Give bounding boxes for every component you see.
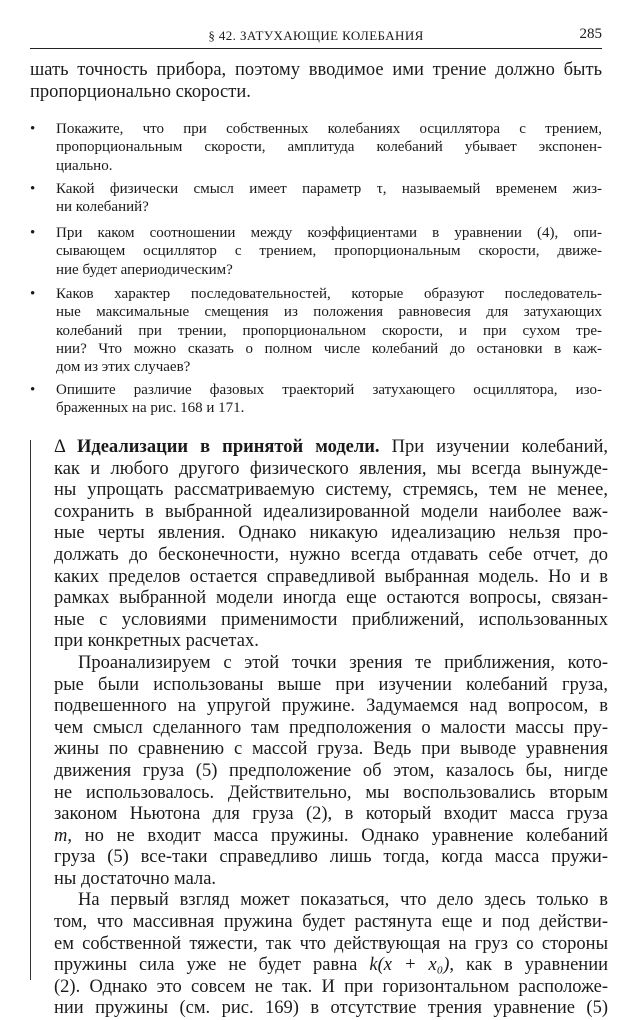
- intro-paragraph: [30, 60, 602, 103]
- text-line: нии? Что можно сказать о полном числе колебаний до остановки в каж-: [56, 340, 602, 357]
- bullet-icon: •: [30, 382, 36, 398]
- question-item: [30, 224, 602, 279]
- bullet-icon: •: [30, 286, 36, 302]
- page-header: [30, 22, 602, 49]
- page-number: 285: [579, 26, 602, 42]
- text-line: законом Ньютона для груза (2), в который входит масса груза: [54, 804, 608, 825]
- question-item: [30, 285, 602, 376]
- text-line: чем смысл сделанного там предположения о малости массы пру-: [54, 717, 608, 738]
- text-line: пружины сила уже не будет равна k(x + x₀), как в уравнении: [54, 955, 608, 976]
- bullet-icon: •: [30, 181, 36, 197]
- text-line: (2). Однако это совсем не так. И при горизонтальном расположе-: [54, 976, 608, 997]
- text-line: шать точность прибора, поэтому вводимое ими трение должно быть: [30, 60, 602, 80]
- text-line: Какой физически смысл имеет параметр τ, называемый временем жиз-: [56, 181, 602, 197]
- text-line: при конкретных расчетах.: [54, 631, 259, 652]
- question-item: [30, 381, 602, 418]
- section-marker: Δ: [54, 437, 65, 457]
- text-line: Каков характер последовательностей, которые образуют последователь-: [56, 286, 602, 302]
- text-line: как и любого другого физического явления, мы всегда вынужде-: [54, 458, 608, 479]
- text-line: колебаний при трении, пропорциональном скорости, и при сухом тре-: [56, 322, 602, 339]
- section-idealizations: [54, 437, 608, 1020]
- text-line: груза (5) все-таки справедливо лишь тогда, когда масса пружи-: [54, 847, 608, 868]
- text-line: нии пружины (см. рис. 169) в отсутствие трения уравнение (5): [54, 998, 608, 1019]
- text-line: На первый взгляд может показаться, что дело здесь только в: [78, 890, 608, 911]
- section-rule: [30, 440, 31, 980]
- text-line: каких пределов остается справедливой выбранная модель. Но и в: [54, 566, 608, 587]
- text-line: ные максимальные смещения из положения равновесия для затухающих: [56, 304, 602, 321]
- text-line: Проанализируем с этой точки зрения те приближения, кото-: [78, 652, 608, 673]
- text-line: ние будет апериодическим?: [56, 261, 233, 278]
- text-line: Покажите, что при собственных колебаниях осциллятора с трением,: [56, 121, 602, 137]
- bullet-icon: •: [30, 225, 36, 241]
- text-line: ны достаточно мала.: [54, 868, 217, 889]
- formula: k(x + x₀): [369, 955, 450, 976]
- text-line: Опишите различие фазовых траекторий затухающего осциллятора, изо-: [56, 382, 602, 398]
- section-heading-line: Δ Идеализации в принятой модели. При изучении колебаний,: [54, 437, 608, 457]
- text-line: ни колебаний?: [56, 199, 149, 216]
- section-heading: Идеализации в принятой модели.: [76, 437, 380, 457]
- text-line: циально.: [56, 157, 113, 174]
- question-item: [30, 120, 602, 175]
- text-line: рые были использованы выше при изучении колебаний груза,: [54, 674, 608, 695]
- text-line: не использовалось. Действительно, мы воспользовались вторым: [54, 782, 608, 803]
- bullet-icon: •: [30, 121, 36, 137]
- text-line: m, но не входит масса пружины. Однако уравнение колебаний: [54, 825, 608, 846]
- text-line: подвешенного на упругой пружине. Задумаемся над вопросом, в: [54, 696, 608, 717]
- text-line: пропорционально скорости.: [30, 81, 251, 102]
- text-line: рамках выбранной модели иногда еще остаются вопросы, связан-: [54, 588, 608, 609]
- text-line: сывающем осциллятор с трением, пропорциональным скорости, движе-: [56, 243, 602, 260]
- text-line: должать до бесконечности, нужно всегда отдавать себе отчет, до: [54, 544, 608, 565]
- text-line: том, что массивная пружина будет растянута еще и под действи-: [54, 912, 608, 933]
- text-line: браженных на рис. 168 и 171.: [56, 400, 245, 417]
- running-title: § 42. ЗАТУХАЮЩИЕ КОЛЕБАНИЯ: [208, 28, 424, 43]
- text-line: пропорциональным скорости, амплитуда колебаний убывает экспонен-: [56, 139, 602, 156]
- text-line: ем собственной тяжести, так что действующая на груз со стороны: [54, 933, 608, 954]
- text-line: При каком соотношении между коэффициентами в уравнении (4), опи-: [56, 225, 602, 241]
- text-line: жины по сравнению с массой груза. Ведь при выводе уравнения: [54, 739, 608, 760]
- text-line: движения груза (5) предположение об этом, казалось бы, нигде: [54, 760, 608, 781]
- text-line: дом из этих случаев?: [56, 359, 191, 376]
- text-line: ные с условиями применимости приближений, использованных: [54, 609, 608, 630]
- text-line: сохранить в выбранной идеализированной модели наиболее важ-: [54, 501, 608, 522]
- math-var-m: m: [54, 825, 68, 846]
- question-item: [30, 180, 602, 217]
- text-line: ны упрощать рассматриваемую систему, стремясь, тем не менее,: [54, 480, 608, 501]
- text-line: ные черты явления. Однако никакую идеализацию нельзя про-: [54, 523, 608, 544]
